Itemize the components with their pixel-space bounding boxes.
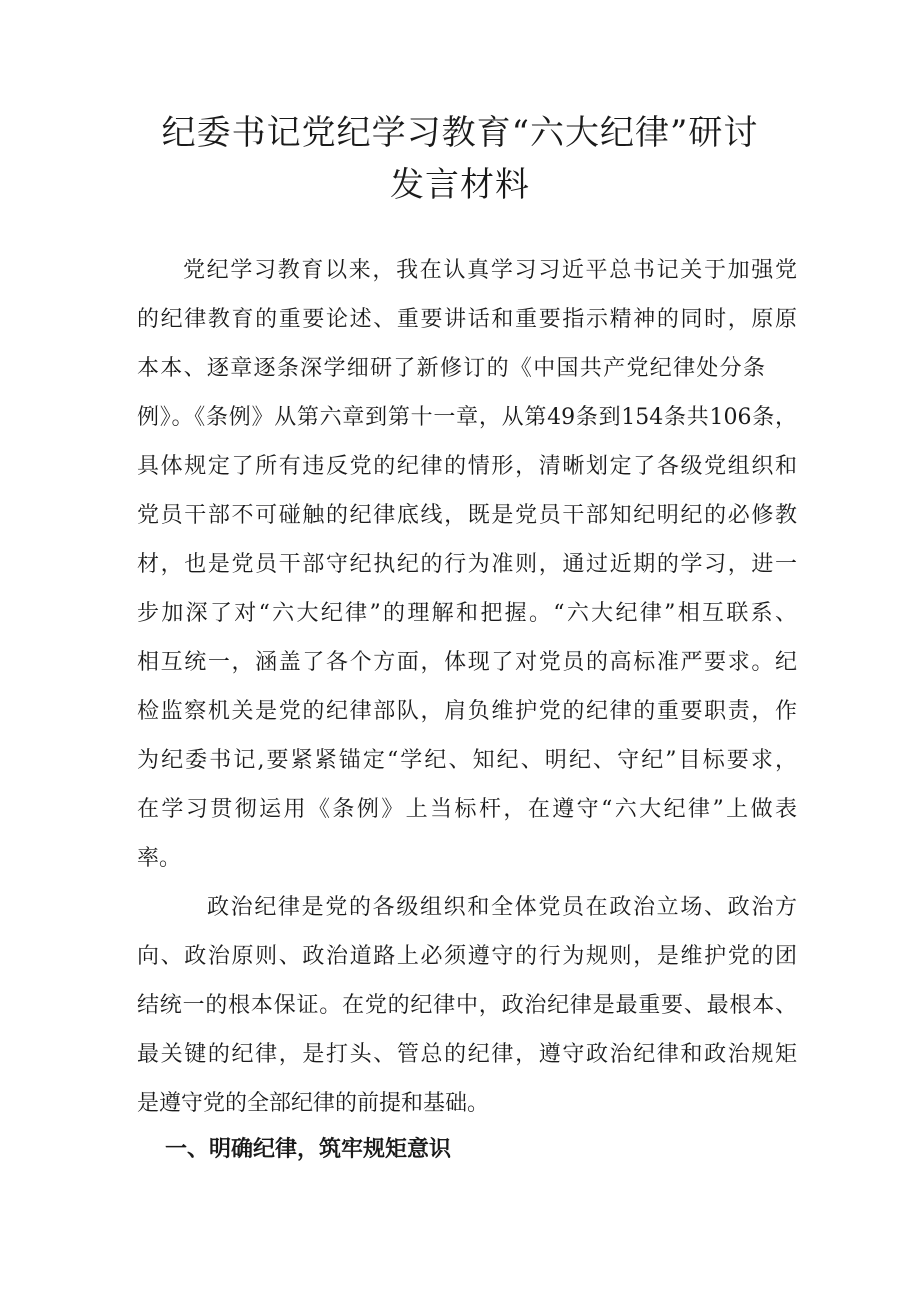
- paragraph-2-line: 最关键的纪律，是打头、管总的纪律，遵守政治纪律和政治规矩: [137, 1042, 797, 1067]
- document-title-line-1: 纪委书记党纪学习教育“六大纪律”研讨: [161, 113, 759, 153]
- paragraph-1-line: 相互统一，涵盖了各个方面，体现了对党员的高标准严要求。纪: [137, 650, 797, 675]
- paragraph-1-line: 为纪委书记,要紧紧锚定“学纪、知纪、明纪、守纪”目标要求，: [137, 748, 797, 773]
- paragraph-1-line: 党员干部不可碰触的纪律底线，既是党员干部知纪明纪的必修教: [137, 503, 797, 528]
- paragraph-1-line: 具体规定了所有违反党的纪律的情形，清晰划定了各级党组织和: [137, 454, 797, 479]
- paragraph-1-line: 材，也是党员干部守纪执纪的行为准则，通过近期的学习，进一: [137, 552, 797, 577]
- paragraph-1-line: 本本、逐章逐条深学细研了新修订的《中国共产党纪律处分条: [137, 356, 765, 381]
- paragraph-2-line: 是遵守党的全部纪律的前提和基础。: [137, 1091, 490, 1116]
- section-heading: 一、明确纪律，筑牢规矩意识: [165, 1137, 452, 1162]
- paragraph-1-line: 的纪律教育的重要论述、重要讲话和重要指示精神的同时，原原: [137, 307, 797, 332]
- paragraph-1-line: 例》。《条例》从第六章到第十一章，从第49条到154条共106条，: [137, 405, 797, 430]
- document-title-line-2: 发言材料: [390, 165, 530, 205]
- paragraph-1-line: 步加深了对“六大纪律”的理解和把握。“六大纪律”相互联系、: [137, 601, 797, 626]
- paragraph-2-line: 向、政治原则、政治道路上必须遵守的行为规则，是维护党的团: [137, 944, 797, 969]
- paragraph-2-line: 结统一的根本保证。在党的纪律中，政治纪律是最重要、最根本、: [137, 993, 797, 1018]
- paragraph-2-line: 政治纪律是党的各级组织和全体党员在政治立场、政治方: [207, 895, 797, 920]
- paragraph-1-line: 率。: [137, 846, 182, 871]
- paragraph-1-line: 党纪学习教育以来，我在认真学习习近平总书记关于加强党: [183, 258, 797, 283]
- paragraph-1-line: 在学习贯彻运用《条例》上当标杆，在遵守“六大纪律”上做表: [137, 797, 797, 822]
- paragraph-1-line: 检监察机关是党的纪律部队，肩负维护党的纪律的重要职责，作: [137, 699, 797, 724]
